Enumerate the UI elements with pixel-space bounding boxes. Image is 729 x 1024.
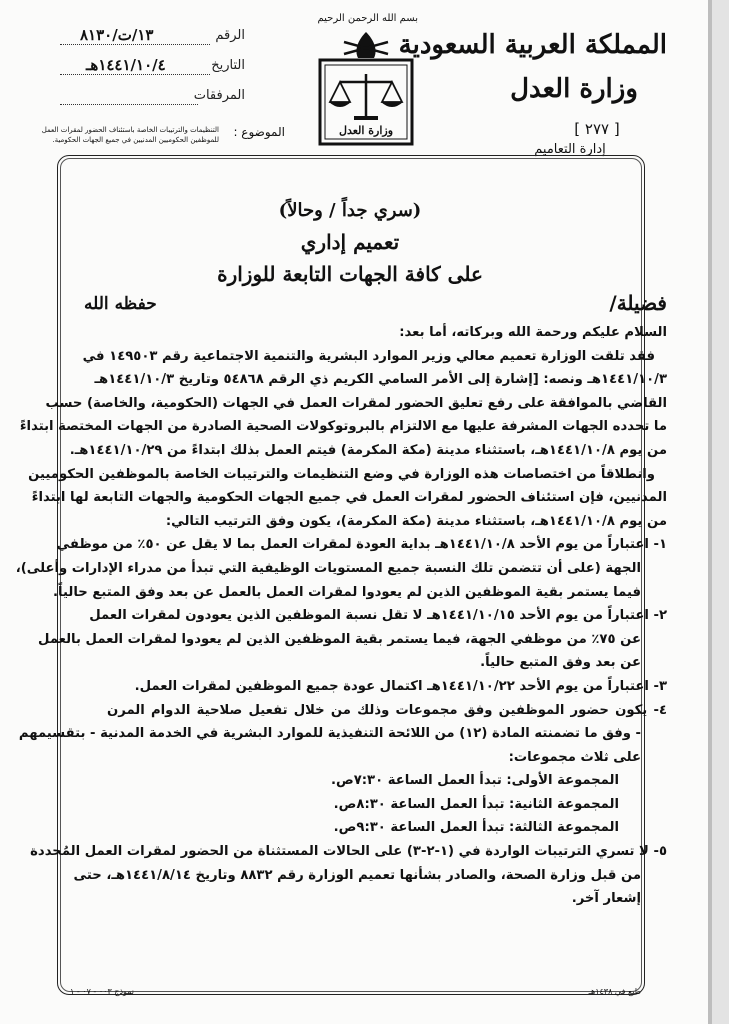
body-line: المجموعة الثانية: تبدأ العمل الساعة ٨:٣٠ص. <box>333 796 619 812</box>
salutation-title: فضيلة/ <box>609 291 667 315</box>
body-line: السلام عليكم ورحمة الله وبركاته، أما بعد: <box>399 325 667 340</box>
body-line: وانطلاقاً من اختصاصات هذه الوزارة في وضع التنظيمات والترتيبات الخاصة بالموظفين الحكوميين <box>28 466 655 482</box>
ministry-name: وزارة العدل <box>510 74 638 104</box>
body-line: عن ٧٥٪ من موظفي الجهة، فيما يستمر بقية الموظفين الذين لم يعودوا لمقرات العمل بالعمل <box>38 631 641 647</box>
kingdom-name: المملكة العربية السعودية <box>398 30 667 60</box>
body-line: فقد تلقت الوزارة تعميم معالي وزير الموارد البشرية والتنمية الاجتماعية رقم ١٤٩٥٠٣ في <box>82 348 655 364</box>
circular-body <box>15 321 667 911</box>
basmala: بسم الله الرحمن الرحيم <box>317 13 418 24</box>
body-line: ٥- لا تسري الترتيبات الواردة في (١-٢-٣) على الحالات المستثناة من الحضور لمقرات العمل المُحددة <box>30 844 667 860</box>
body-line: من قبل وزارة الصحة، والصادر بشأنها تعميم الوزارة رقم ٨٨٣٢ وتاريخ ١٤٤١/٨/١٤هـ، حتى <box>73 867 641 883</box>
number-label: الرقم <box>215 28 245 43</box>
circular-number: [ ٢٧٧ ] <box>574 120 620 138</box>
emblem-caption: وزارة العدل <box>338 124 394 137</box>
body-line: ٣- اعتباراً من يوم الأحد ١٤٤١/١٠/٢٢هـ اكتمال عودة جميع الموظفين لمقرات العمل. <box>134 678 667 694</box>
body-line: ٤- يكون حضور الموظفين وفق مجموعات وذلك من خلال تفعيل صلاحية الدوام المرن <box>107 702 667 718</box>
date-value: ١٤٤١/١٠/٤هـ <box>86 56 166 74</box>
body-line: ١- اعتباراً من يوم الأحد ١٤٤١/١٠/٨هـ بداية العودة لمقرات العمل بما لا يقل عن ٥٠٪ من موظفي <box>56 537 667 553</box>
body-line: - وفق ما تضمنته المادة (١٢) من اللائحة التنفيذية للموارد البشرية في الخدمة المدنية - بتقسيمهم <box>18 726 641 742</box>
circular-type: تعميم إداري <box>300 230 400 254</box>
body-line: على ثلاث مجموعات: <box>508 749 641 765</box>
ministry-emblem <box>314 30 418 148</box>
body-line: المجموعة الثالثة: تبدأ العمل الساعة ٩:٣٠ص. <box>333 820 619 836</box>
number-value: ١٣/ت/٨١٣٠ <box>80 26 154 44</box>
department-name: إدارة التعاميم <box>534 142 606 157</box>
print-note: طبع في ١٤٣٨هـ <box>588 987 641 996</box>
body-line: إشعار آخر. <box>571 891 641 907</box>
body-line: ١٤٤١/١٠/٣هـ ونصه: [إشارة إلى الأمر السامي الكريم ذي الرقم ٥٤٨٦٨ وتاريخ ١٤٤١/١٠/٣هـ <box>94 372 667 388</box>
body-line: من يوم ١٤٤١/١٠/٨هـ، باستثناء مدينة (مكة المكرمة) فيتم العمل بذلك ابتداءً من ١٤٤١/١٠/٢٩هـ. <box>69 442 667 458</box>
attachments-line <box>60 104 198 105</box>
body-line: الجهة (على أن تتضمن تلك النسبة جميع المستويات الوظيفية التي تبدأ من مدراء الإدارات وأعلى)، <box>15 560 641 576</box>
attachments-label: المرفقات <box>193 88 245 103</box>
body-line: ٢- اعتباراً من يوم الأحد ١٤٤١/١٠/١٥هـ لا تقل نسبة الموظفين الذين يعودون لمقرات العمل <box>89 608 667 624</box>
subject-label: الموضوع : <box>233 125 285 139</box>
classification: (سري جداً / وحالاً) <box>278 200 422 221</box>
page-edge <box>712 0 729 1024</box>
body-line: القاضي بالموافقة على رفع تعليق الحضور لمقرات العمل في الجهات (الحكومية، والخاصة) حسب <box>45 395 667 411</box>
date-label: التاريخ <box>211 58 245 73</box>
salutation-blessing: حفظه الله <box>84 294 157 314</box>
body-line: المجموعة الأولى: تبدأ العمل الساعة ٧:٣٠ص. <box>330 773 619 789</box>
body-line: من يوم ١٤٤١/١٠/٨هـ، باستثناء مدينة (مكة المكرمة)، يكون وفق الترتيب التالي: <box>165 513 667 529</box>
body-line: فيما يستمر بقية الموظفين الذين لم يعودوا لمقرات العمل بالعمل عن بعد وفق المتبع حالياً. <box>53 584 641 600</box>
body-line: عن بعد وفق المتبع حالياً. <box>480 655 641 671</box>
subject-text: التنظيمات والترتيبات الخاصة باستئناف الحضور لمقرات العمل للموظفين الحكوميين المدنيين في جميع الجهات الحكومية. <box>41 126 219 144</box>
body-line: المدنيين، فإن استئناف الحضور لمقرات العمل في جميع الجهات الحكومية والجهات التابعة لها ابتداءً <box>31 490 667 506</box>
form-code: نموذج ٠٠٣ - ٠٧ - ١ <box>70 987 135 996</box>
audience: على كافة الجهات التابعة للوزارة <box>217 262 483 286</box>
body-line: ما تحدده الجهات المشرفة عليها مع الالتزام بالبروتوكولات الصحية الصادرة من الجهات المختصة ابتداءً <box>19 419 667 435</box>
